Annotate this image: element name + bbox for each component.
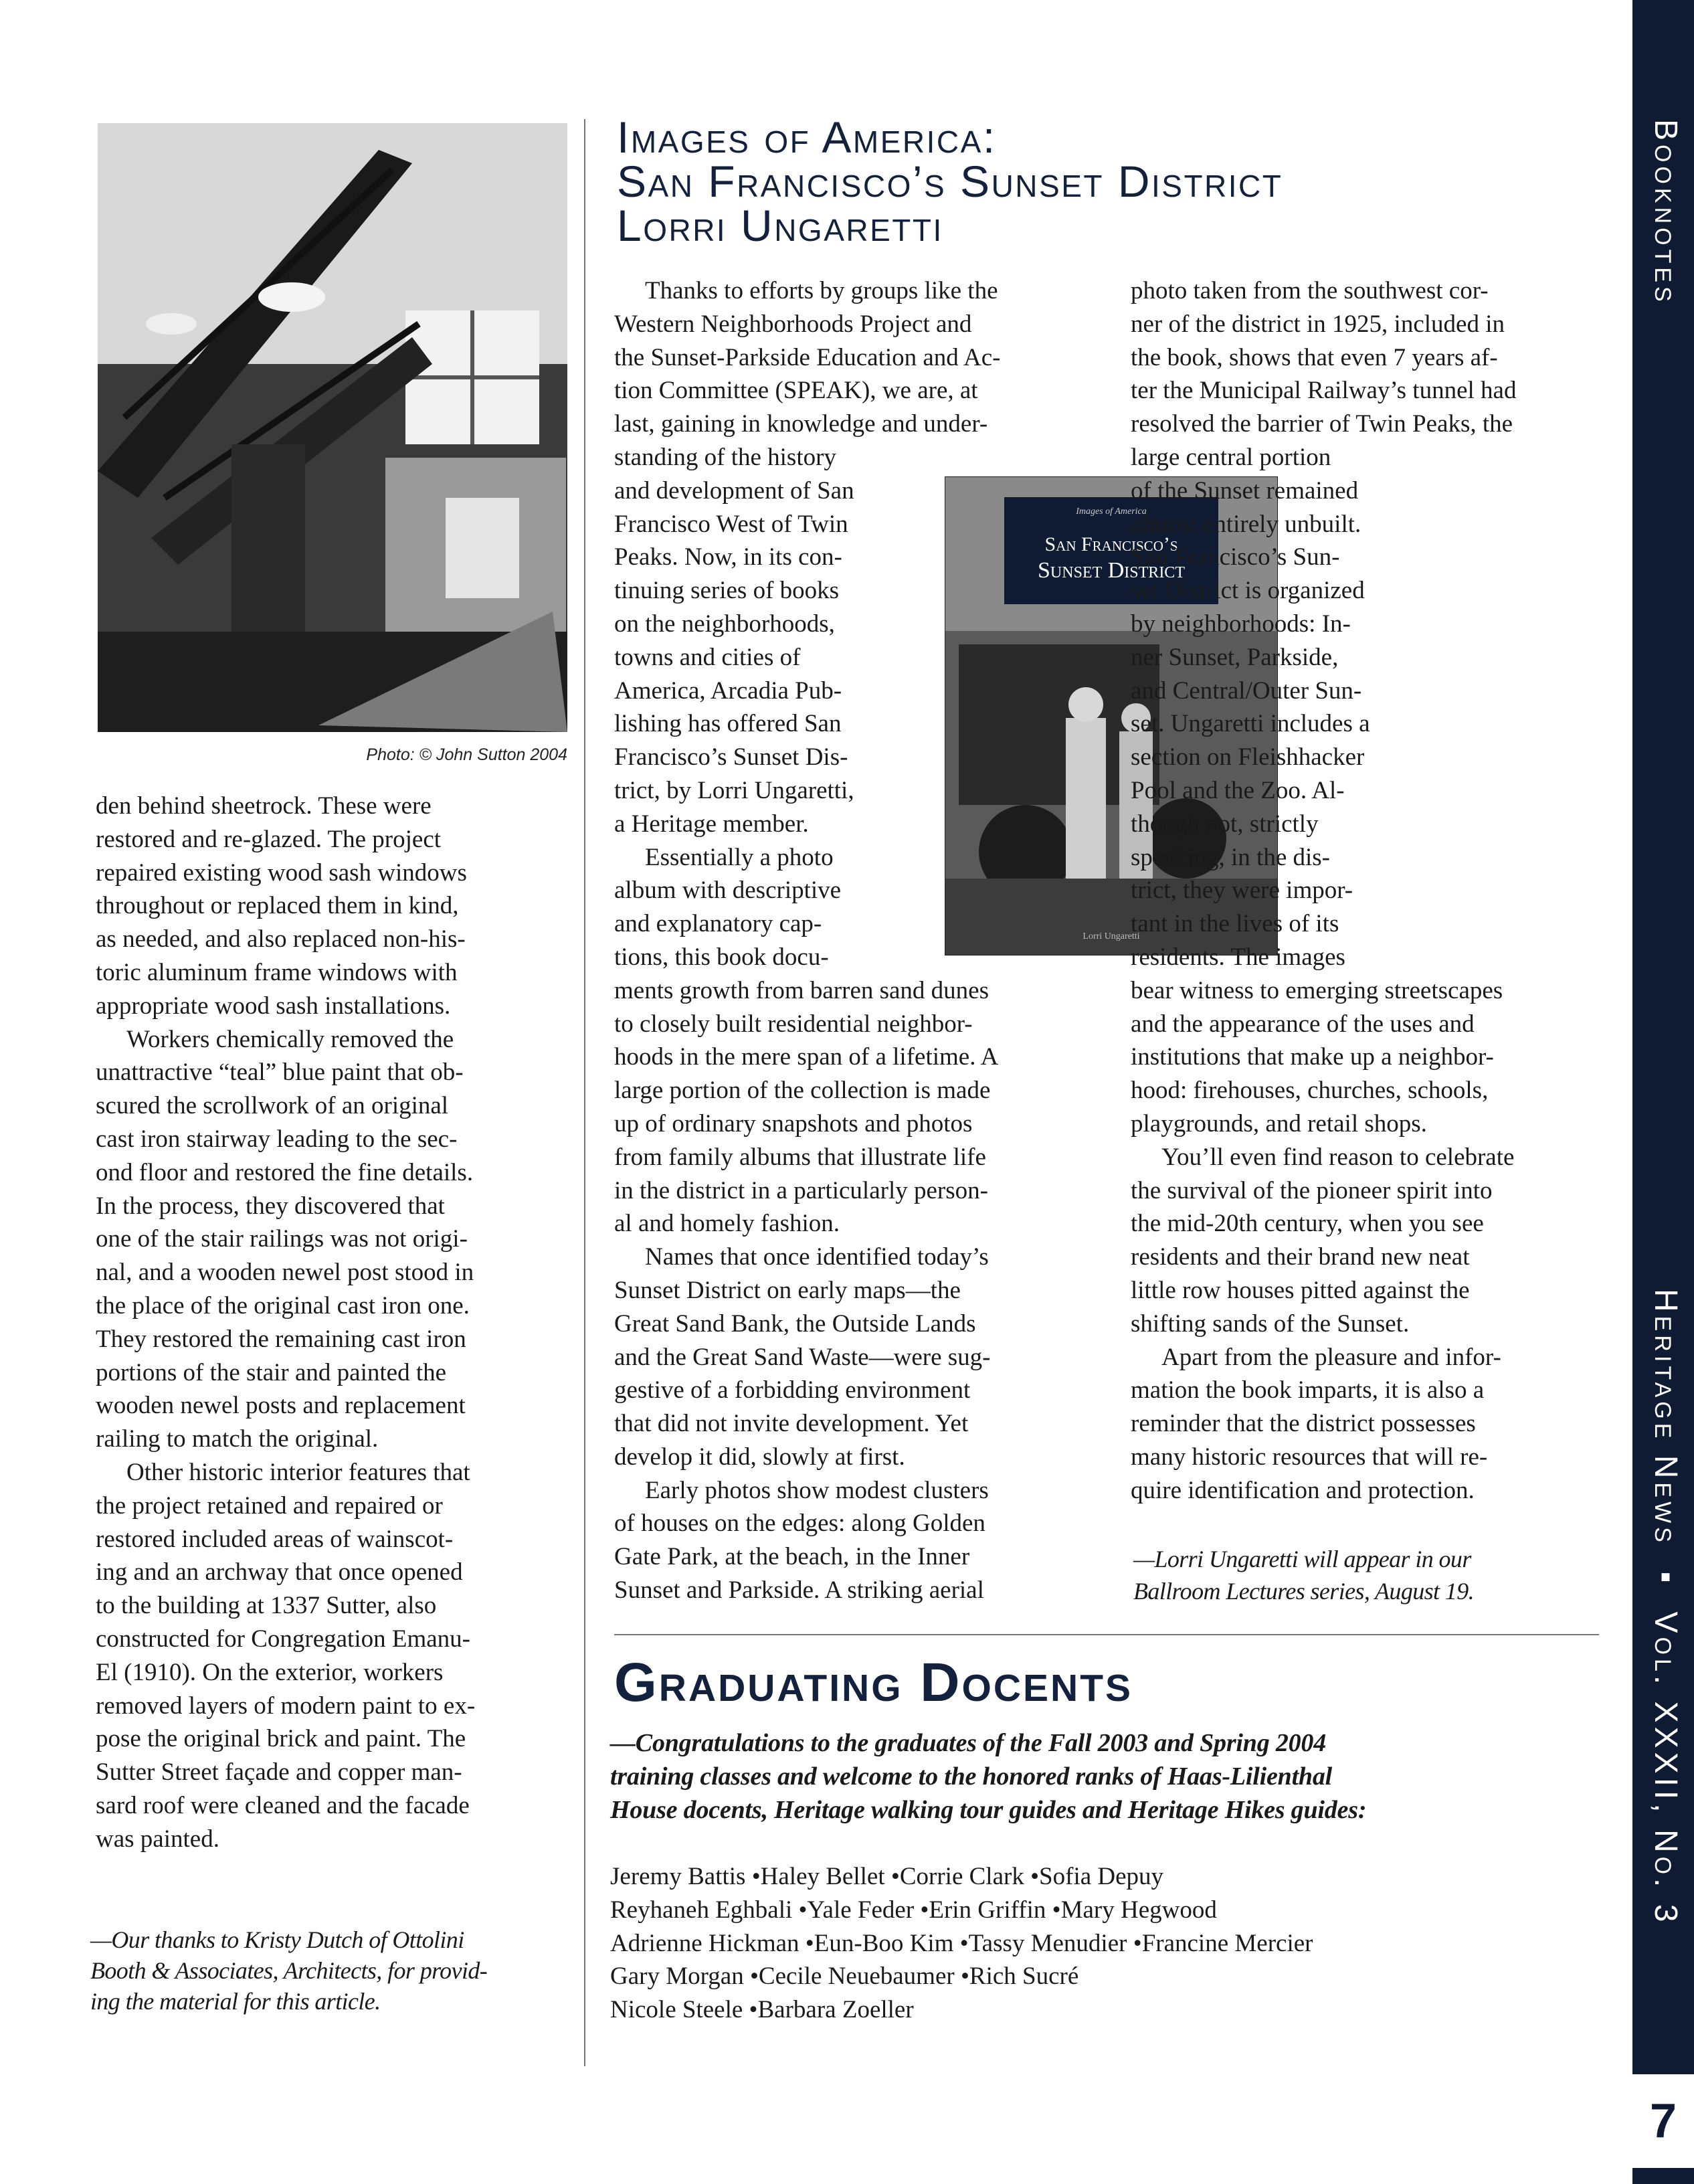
stairway-photo — [98, 123, 567, 732]
docent-line — [610, 1993, 1580, 2027]
docent-name: Sofia Depuy — [1039, 1863, 1164, 1890]
name-separator: • — [1127, 1929, 1142, 1957]
docents-list — [610, 1860, 1580, 2027]
docent-name: Rich Sucré — [969, 1963, 1079, 1991]
name-separator: • — [884, 1863, 900, 1890]
sidebar-issue-info: Heritage News ▪ Vol. XXXII, No. 3 — [1648, 1289, 1683, 1926]
book-cover-title-line1: San Francisco’s — [1044, 533, 1178, 555]
book-cover-series: Images of America — [1076, 507, 1147, 517]
docent-name: Haley Bellet — [760, 1863, 885, 1890]
sidebar-section-title: Booknotes — [1648, 119, 1683, 306]
page-number: 7 — [1632, 2074, 1694, 2168]
column-divider — [584, 119, 585, 2066]
docent-line — [610, 1860, 1580, 1894]
docent-name: Adrienne Hickman — [610, 1929, 799, 1957]
docent-name: Barbara Zoeller — [757, 1996, 914, 2024]
docent-line — [610, 1894, 1580, 1927]
name-separator: • — [1024, 1863, 1040, 1890]
article-credit: —Lorri Ungaretti will appear in our Ballroom Lectures series, August 19. — [1133, 1546, 1475, 1605]
left-paragraph: Other historic interior features that the project retained and repaired or restored included areas of wainscot- ing and an archway that once opened to the building at 1337 Sutter, also constructed for Congregation Emanu- El (1910). On the exterior, workers removed layers of modern paint to ex- pose the original brick and paint. The Sutter Street façade and copper man- sard roof were cleaned and the facade was painted. — [96, 1458, 476, 1853]
docents-intro: —Congratulations to the graduates of the Fall 2003 and Spring 2004 training classes and welcome to the honored ranks of Haas-Lilienthal House docents, Heritage walking tour guides and Heritage Hikes guides: — [610, 1729, 1367, 1824]
article-column-2 — [1131, 274, 1612, 1507]
docent-line — [610, 1960, 1580, 1993]
name-separator: • — [792, 1896, 808, 1924]
left-paragraph: Workers chemically removed the unattractive “teal” blue paint that ob- scured the scrollwork of an original cast iron stairway leading to the sec- ond floor and restored the fine details. In the process, they discovered that one of the stair railings was not origi- nal, and a wooden newel post stood in the place of the original cast iron one. They restored the remaining cast iron portions of the stair and painted the wooden newel posts and replacement railing to match the original. — [96, 1025, 474, 1453]
book-cover-title-line2: Sunset District — [1038, 558, 1185, 583]
left-article-credit: —Our thanks to Kristy Dutch of Ottolini Booth & Associates, Architects, for provid- ing the material for this article. — [90, 1926, 488, 2015]
name-separator: • — [954, 1963, 969, 1991]
name-separator: • — [743, 1963, 759, 1991]
docents-heading: Graduating Docents — [614, 1652, 1133, 1713]
article-paragraph: photo taken from the southwest cor- ner of the district in 1925, included in the book, shows that even 7 years af- ter the Municipal Railway’s tunnel had resolved the barrier of Twin Peaks, the large central portion of the Sunset remained almost entirely unbuilt. — [1131, 277, 1517, 538]
article-paragraph: Early photos show modest clusters of houses on the edges: along Golden Gate Park, at the beach, in the Inner Sunset and Parkside. A striking aerial — [614, 1476, 989, 1605]
docent-line — [610, 1927, 1580, 1961]
docent-name: Mary Hegwood — [1060, 1896, 1217, 1924]
docent-name: Reyhaneh Eghbali — [610, 1896, 793, 1924]
docent-name: Corrie Clark — [899, 1863, 1024, 1890]
photo-credit: Photo: © John Sutton 2004 — [366, 745, 567, 764]
article-paragraph: Essentially a photo album with descriptive and explanatory cap- tions, this book docu- ments growth from barren sand dunes to closely built residential neighbor- hoods in the mere span of a lifetime. A large portion of the collection is made up of ordinary snapshots and photos from family albums that illustrate life in the district in a particularly person- al and homely fashion. — [614, 843, 999, 1238]
article-heading — [617, 112, 1520, 250]
article-paragraph: San Francisco’s Sun- set District is organized by neighborhoods: In- ner Sunset, Parkside, and Central/Outer Sun- set. Ungaretti includes a section on Fleishhacker Pool and the Zoo. Al- though not, strictly speaking, in the dis- trict, they were impor- tant in the lives of its residents. The images bear witness to emerging streetscapes and the appearance of the uses and institutions that make up a neighbor- hood: firehouses, churches, schools, playgrounds, and retail shops. — [1131, 543, 1503, 1138]
docent-name: Nicole Steele — [610, 1996, 743, 2024]
book-cover-author: Lorri Ungaretti — [1083, 931, 1140, 941]
name-separator: • — [953, 1929, 969, 1957]
name-separator: • — [914, 1896, 929, 1924]
docent-name: Jeremy Battis — [610, 1863, 746, 1890]
article-author: Lorri Ungaretti — [617, 201, 943, 250]
docent-name: Gary Morgan — [610, 1963, 744, 1991]
article-paragraph: You’ll even find reason to celebrate the survival of the pioneer spirit into the mid-20th century, when you see residents and their brand new neat little row houses pitted against the shifting sands of the Sunset. — [1131, 1143, 1515, 1338]
docent-name: Tassy Menudier — [968, 1929, 1127, 1957]
docent-name: Cecile Neuebaumer — [758, 1963, 955, 1991]
docent-name: Erin Griffin — [929, 1896, 1046, 1924]
docent-name: Francine Mercier — [1141, 1929, 1313, 1957]
section-divider — [614, 1634, 1599, 1635]
article-paragraph: Thanks to efforts by groups like the Western Neighborhoods Project and the Sunset-Parkside Education and Ac- tion Committee (SPEAK), we are, at last, gaining in knowledge and under- standing of the history and development of San Francisco West of Twin Peaks. Now, in its con- tinuing series of books on the neighborhoods, towns and cities of America, Arcadia Pub- lishing has offered San Francisco’s Sunset Dis- trict, by Lorri Ungaretti, a Heritage member. — [614, 277, 1001, 838]
article-paragraph: Names that once identified today’s Sunset District on early maps—the Great Sand Bank, the Outside Lands and the Great Sand Waste—were sug- gestive of a forbidding environment that did not invite development. Yet develop it did, slowly at first. — [614, 1243, 991, 1471]
left-paragraph: den behind sheetrock. These were restored and re-glazed. The project repaired existing wood sash windows throughout or replaced them in kind, as needed, and also replaced non-his- toric aluminum frame windows with appropriate wood sash installations. — [96, 792, 467, 1020]
left-column-text — [96, 790, 557, 1856]
article-paragraph: Apart from the pleasure and infor- mation the book imparts, it is also a reminder that the district possesses many historic resources that will re- quire identification and protection. — [1131, 1343, 1501, 1504]
docent-name: Yale Feder — [807, 1896, 915, 1924]
name-separator: • — [799, 1929, 814, 1957]
article-title-line2: San Francisco’s Sunset District — [617, 157, 1283, 206]
docent-name: Eun-Boo Kim — [814, 1929, 954, 1957]
name-separator: • — [1046, 1896, 1061, 1924]
name-separator: • — [745, 1863, 761, 1890]
article-title-line1: Images of America: — [617, 112, 997, 162]
name-separator: • — [743, 1996, 758, 2024]
